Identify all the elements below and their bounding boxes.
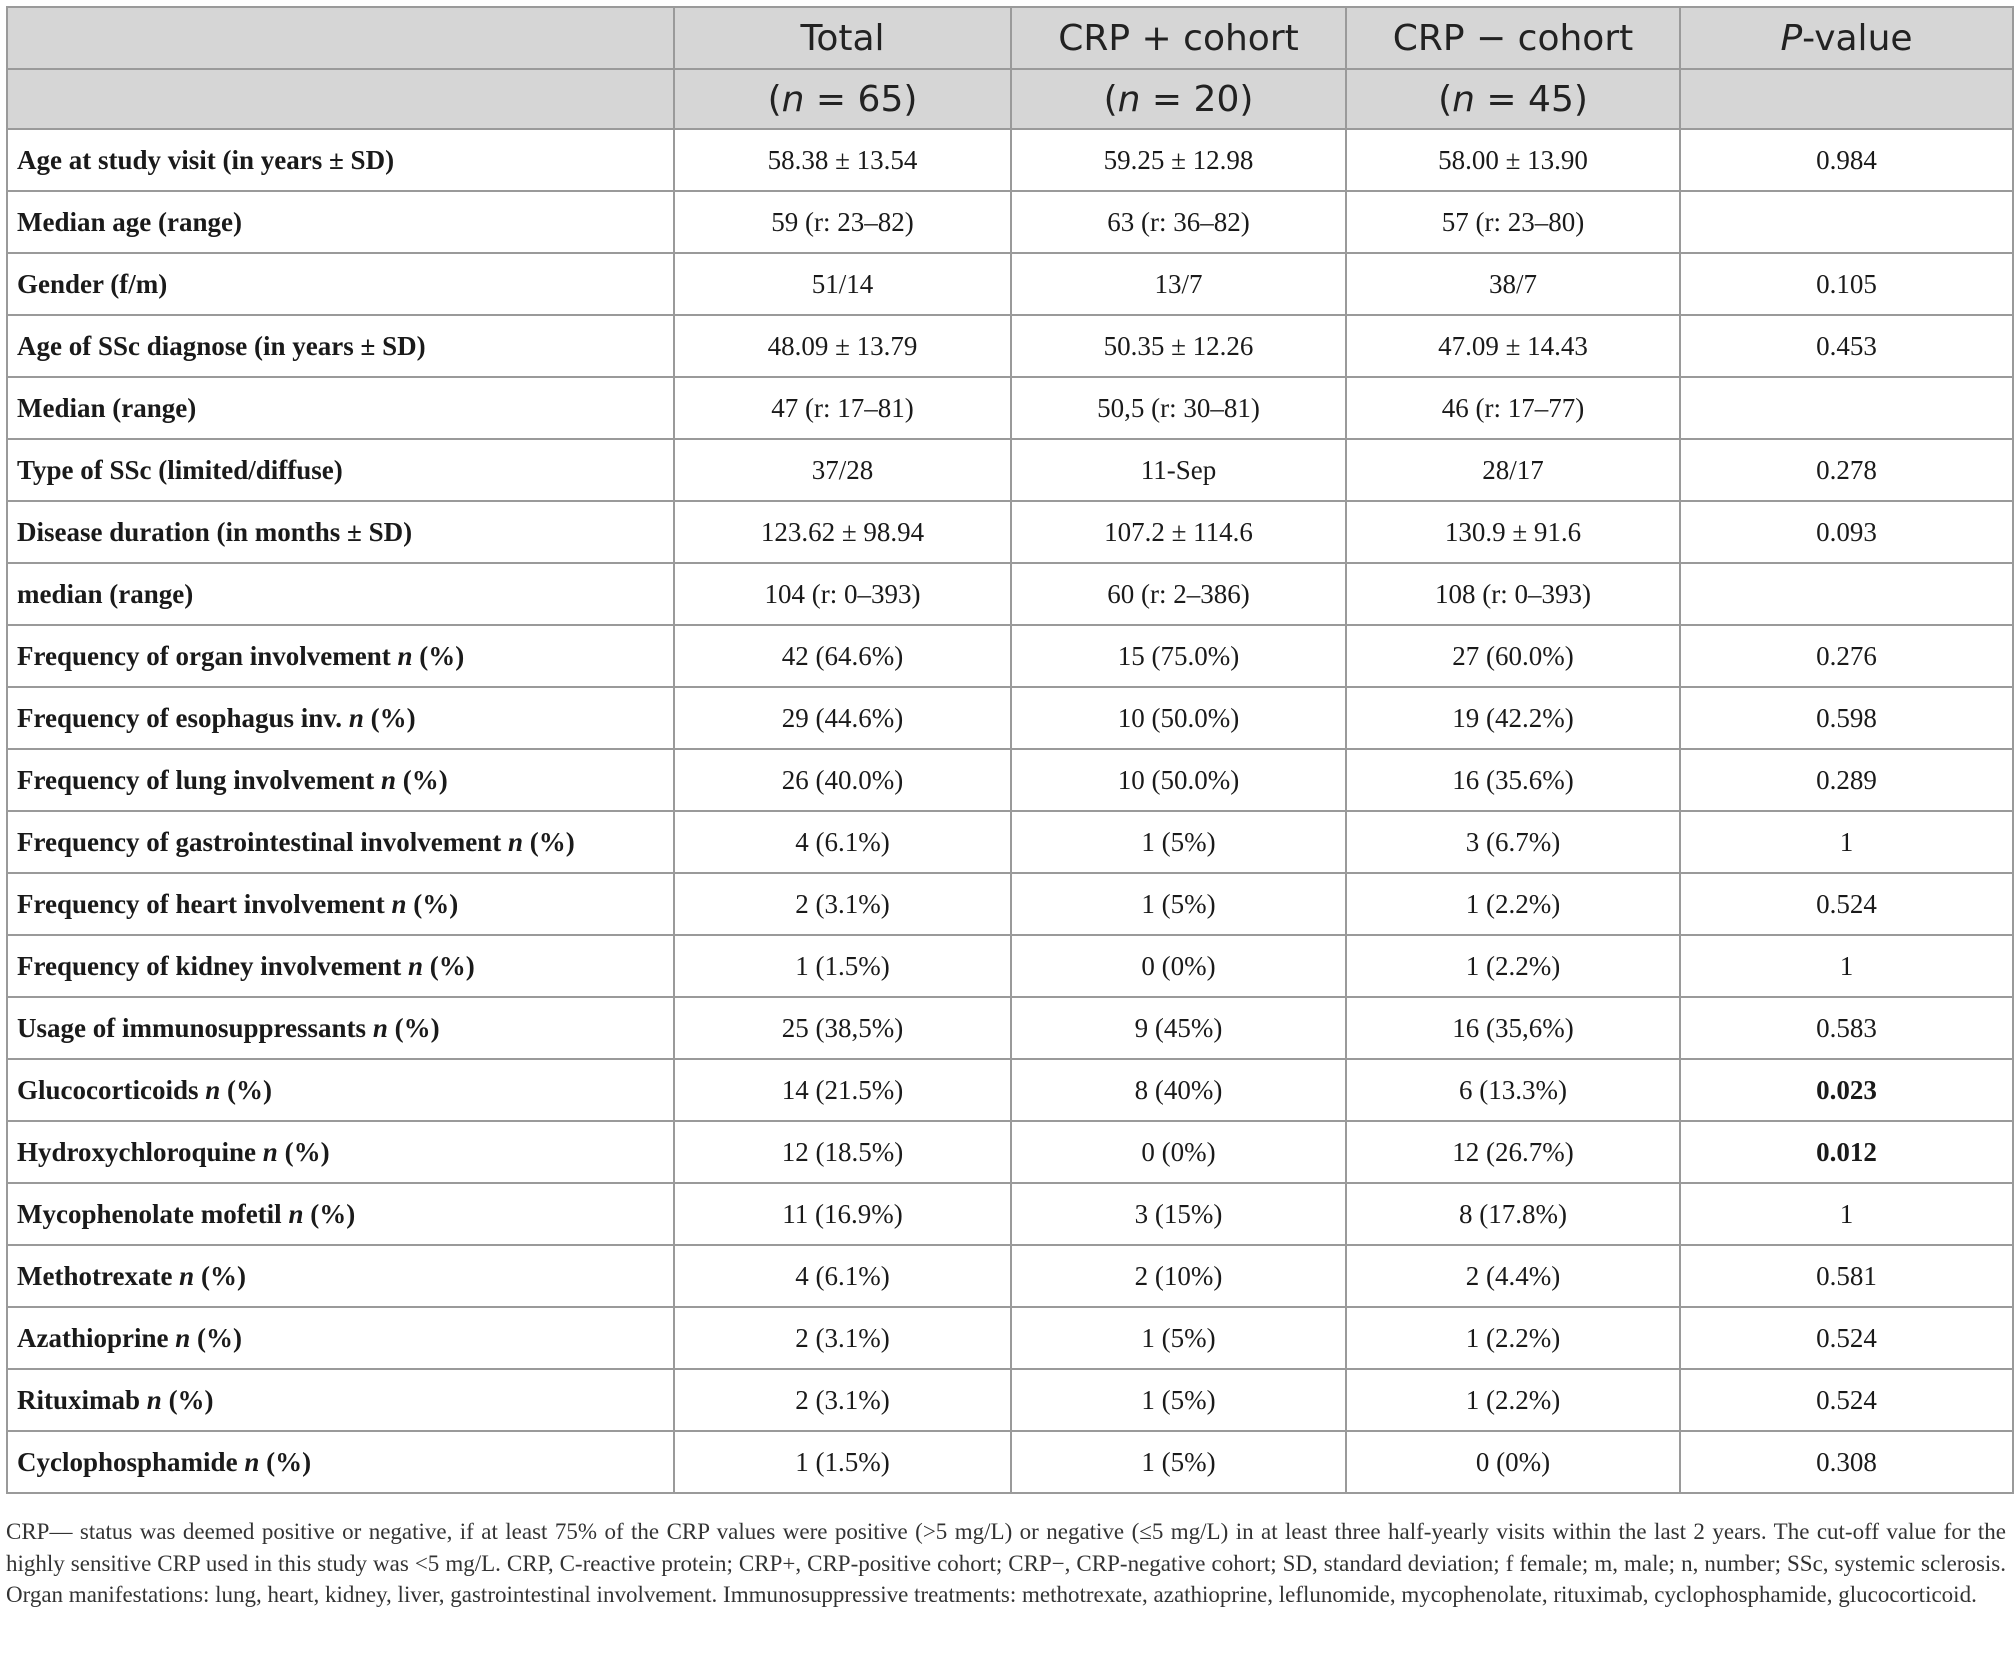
table-row [7, 1121, 2013, 1183]
cell-crp-negative: 130.9 ± 91.6 [1346, 501, 1680, 563]
cell-crp-negative: 8 (17.8%) [1346, 1183, 1680, 1245]
table-row [7, 1245, 2013, 1307]
row-label: Median (range) [7, 377, 674, 439]
cell-p-value: 0.276 [1680, 625, 2013, 687]
row-label: Usage of immunosuppressants n (%) [7, 997, 674, 1059]
header-n-total: (n = 65) [674, 69, 1011, 129]
cell-p-value: 1 [1680, 811, 2013, 873]
cell-total: 26 (40.0%) [674, 749, 1011, 811]
cell-p-value: 1 [1680, 935, 2013, 997]
cell-total: 123.62 ± 98.94 [674, 501, 1011, 563]
table-row [7, 377, 2013, 439]
cell-p-value: 0.289 [1680, 749, 2013, 811]
table-row [7, 563, 2013, 625]
cell-p-value: 0.524 [1680, 1307, 2013, 1369]
p-value-suffix: -value [1802, 17, 1913, 59]
cell-p-value: 0.308 [1680, 1431, 2013, 1493]
table-header [7, 7, 2013, 129]
cell-total: 12 (18.5%) [674, 1121, 1011, 1183]
cell-crp-negative: 1 (2.2%) [1346, 935, 1680, 997]
cell-crp-negative: 19 (42.2%) [1346, 687, 1680, 749]
row-label: Methotrexate n (%) [7, 1245, 674, 1307]
cell-p-value [1680, 563, 2013, 625]
table-row [7, 873, 2013, 935]
cell-crp-positive: 50,5 (r: 30–81) [1011, 377, 1346, 439]
cell-total: 4 (6.1%) [674, 811, 1011, 873]
header-crp-positive: CRP + cohort [1011, 7, 1346, 69]
cell-p-value: 0.598 [1680, 687, 2013, 749]
cell-crp-positive: 8 (40%) [1011, 1059, 1346, 1121]
row-label: Mycophenolate mofetil n (%) [7, 1183, 674, 1245]
data-table [6, 6, 2014, 1494]
cell-crp-positive: 107.2 ± 114.6 [1011, 501, 1346, 563]
table-row [7, 1183, 2013, 1245]
cell-total: 1 (1.5%) [674, 1431, 1011, 1493]
cell-p-value: 0.453 [1680, 315, 2013, 377]
cell-crp-positive: 11-Sep [1011, 439, 1346, 501]
cell-p-value: 0.581 [1680, 1245, 2013, 1307]
table-row [7, 253, 2013, 315]
table-row [7, 501, 2013, 563]
cell-p-value: 0.023 [1680, 1059, 2013, 1121]
table-row [7, 129, 2013, 191]
table-row [7, 687, 2013, 749]
cell-crp-positive: 15 (75.0%) [1011, 625, 1346, 687]
table-row [7, 997, 2013, 1059]
cell-total: 104 (r: 0–393) [674, 563, 1011, 625]
cell-crp-positive: 10 (50.0%) [1011, 687, 1346, 749]
cell-crp-positive: 59.25 ± 12.98 [1011, 129, 1346, 191]
table-row [7, 625, 2013, 687]
header-crp-negative: CRP − cohort [1346, 7, 1680, 69]
cell-p-value: 0.105 [1680, 253, 2013, 315]
cell-crp-positive: 1 (5%) [1011, 873, 1346, 935]
row-label: Median age (range) [7, 191, 674, 253]
cell-total: 29 (44.6%) [674, 687, 1011, 749]
cell-total: 2 (3.1%) [674, 1307, 1011, 1369]
cell-p-value: 0.984 [1680, 129, 2013, 191]
cell-total: 51/14 [674, 253, 1011, 315]
cell-total: 42 (64.6%) [674, 625, 1011, 687]
cell-p-value: 0.278 [1680, 439, 2013, 501]
cell-crp-negative: 38/7 [1346, 253, 1680, 315]
header-row-1 [7, 7, 2013, 69]
table-row [7, 315, 2013, 377]
table-container [6, 6, 2012, 1494]
cell-total: 58.38 ± 13.54 [674, 129, 1011, 191]
cell-crp-positive: 0 (0%) [1011, 1121, 1346, 1183]
cell-crp-negative: 0 (0%) [1346, 1431, 1680, 1493]
row-label: Age of SSc diagnose (in years ± SD) [7, 315, 674, 377]
cell-total: 59 (r: 23–82) [674, 191, 1011, 253]
cell-p-value: 0.012 [1680, 1121, 2013, 1183]
table-row [7, 439, 2013, 501]
row-label: Frequency of esophagus inv. n (%) [7, 687, 674, 749]
cell-total: 47 (r: 17–81) [674, 377, 1011, 439]
cell-crp-positive: 50.35 ± 12.26 [1011, 315, 1346, 377]
table-row [7, 1059, 2013, 1121]
header-p-value [1680, 7, 2013, 69]
cell-crp-positive: 2 (10%) [1011, 1245, 1346, 1307]
cell-crp-positive: 10 (50.0%) [1011, 749, 1346, 811]
cell-crp-negative: 27 (60.0%) [1346, 625, 1680, 687]
header-n-positive: (n = 20) [1011, 69, 1346, 129]
cell-p-value [1680, 191, 2013, 253]
cell-crp-positive: 9 (45%) [1011, 997, 1346, 1059]
row-label: Disease duration (in months ± SD) [7, 501, 674, 563]
cell-total: 14 (21.5%) [674, 1059, 1011, 1121]
table-row [7, 935, 2013, 997]
table-row [7, 1307, 2013, 1369]
cell-crp-negative: 1 (2.2%) [1346, 873, 1680, 935]
row-label: Frequency of lung involvement n (%) [7, 749, 674, 811]
row-label: Frequency of heart involvement n (%) [7, 873, 674, 935]
cell-crp-positive: 3 (15%) [1011, 1183, 1346, 1245]
cell-crp-negative: 57 (r: 23–80) [1346, 191, 1680, 253]
cell-crp-negative: 16 (35,6%) [1346, 997, 1680, 1059]
cell-crp-negative: 2 (4.4%) [1346, 1245, 1680, 1307]
table-row [7, 811, 2013, 873]
cell-crp-negative: 1 (2.2%) [1346, 1369, 1680, 1431]
table-row [7, 749, 2013, 811]
cell-crp-positive: 1 (5%) [1011, 1431, 1346, 1493]
cell-total: 2 (3.1%) [674, 873, 1011, 935]
cell-crp-negative: 1 (2.2%) [1346, 1307, 1680, 1369]
row-label: Cyclophosphamide n (%) [7, 1431, 674, 1493]
row-label: median (range) [7, 563, 674, 625]
row-label: Age at study visit (in years ± SD) [7, 129, 674, 191]
row-label: Gender (f/m) [7, 253, 674, 315]
cell-total: 48.09 ± 13.79 [674, 315, 1011, 377]
cell-p-value: 1 [1680, 1183, 2013, 1245]
cell-p-value: 0.524 [1680, 1369, 2013, 1431]
cell-crp-negative: 6 (13.3%) [1346, 1059, 1680, 1121]
cell-total: 1 (1.5%) [674, 935, 1011, 997]
row-label: Frequency of gastrointestinal involvement n (%) [7, 811, 674, 873]
cell-crp-positive: 60 (r: 2–386) [1011, 563, 1346, 625]
cell-crp-negative: 16 (35.6%) [1346, 749, 1680, 811]
table-row [7, 191, 2013, 253]
cell-crp-positive: 63 (r: 36–82) [1011, 191, 1346, 253]
cell-p-value: 0.583 [1680, 997, 2013, 1059]
row-label: Frequency of kidney involvement n (%) [7, 935, 674, 997]
header-total: Total [674, 7, 1011, 69]
header-row-2 [7, 69, 2013, 129]
cell-total: 2 (3.1%) [674, 1369, 1011, 1431]
cell-crp-negative: 12 (26.7%) [1346, 1121, 1680, 1183]
cell-crp-positive: 1 (5%) [1011, 1369, 1346, 1431]
cell-total: 11 (16.9%) [674, 1183, 1011, 1245]
row-label: Frequency of organ involvement n (%) [7, 625, 674, 687]
header-empty [7, 7, 674, 69]
cell-crp-negative: 108 (r: 0–393) [1346, 563, 1680, 625]
header-empty-3 [1680, 69, 2013, 129]
cell-total: 37/28 [674, 439, 1011, 501]
cell-crp-positive: 13/7 [1011, 253, 1346, 315]
cell-p-value: 0.093 [1680, 501, 2013, 563]
cell-crp-negative: 46 (r: 17–77) [1346, 377, 1680, 439]
cell-crp-negative: 3 (6.7%) [1346, 811, 1680, 873]
cell-crp-negative: 58.00 ± 13.90 [1346, 129, 1680, 191]
row-label: Rituximab n (%) [7, 1369, 674, 1431]
table-row [7, 1369, 2013, 1431]
table-row [7, 1431, 2013, 1493]
header-empty-2 [7, 69, 674, 129]
cell-total: 25 (38,5%) [674, 997, 1011, 1059]
cell-crp-negative: 47.09 ± 14.43 [1346, 315, 1680, 377]
cell-crp-positive: 1 (5%) [1011, 811, 1346, 873]
row-label: Glucocorticoids n (%) [7, 1059, 674, 1121]
cell-p-value [1680, 377, 2013, 439]
cell-p-value: 0.524 [1680, 873, 2013, 935]
row-label: Type of SSc (limited/diffuse) [7, 439, 674, 501]
row-label: Azathioprine n (%) [7, 1307, 674, 1369]
table-footnote: CRP— status was deemed positive or negative, if at least 75% of the CRP values were positive (>5 mg/L) or negative (≤5 mg/L) in at least three half-yearly visits within the last 2 years. The cut-off value for the highly sensitive CRP used in this study was <5 mg/L. CRP, C-reactive protein; CRP+, CRP-positive cohort; CRP−, CRP-negative cohort; SD, standard deviation; f female; m, male; n, number; SSc, systemic sclerosis. Organ manifestations: lung, heart, kidney, liver, gastrointestinal involvement. Immunosuppressive treatments: methotrexate, azathioprine, leflunomide, mycophenolate, rituximab, cyclophosphamide, glucocorticoid. [6, 1519, 2006, 1607]
cell-crp-positive: 0 (0%) [1011, 935, 1346, 997]
cell-crp-negative: 28/17 [1346, 439, 1680, 501]
header-n-negative: (n = 45) [1346, 69, 1680, 129]
row-label: Hydroxychloroquine n (%) [7, 1121, 674, 1183]
p-symbol: P [1780, 17, 1803, 59]
table-body [7, 129, 2013, 1493]
cell-crp-positive: 1 (5%) [1011, 1307, 1346, 1369]
cell-total: 4 (6.1%) [674, 1245, 1011, 1307]
